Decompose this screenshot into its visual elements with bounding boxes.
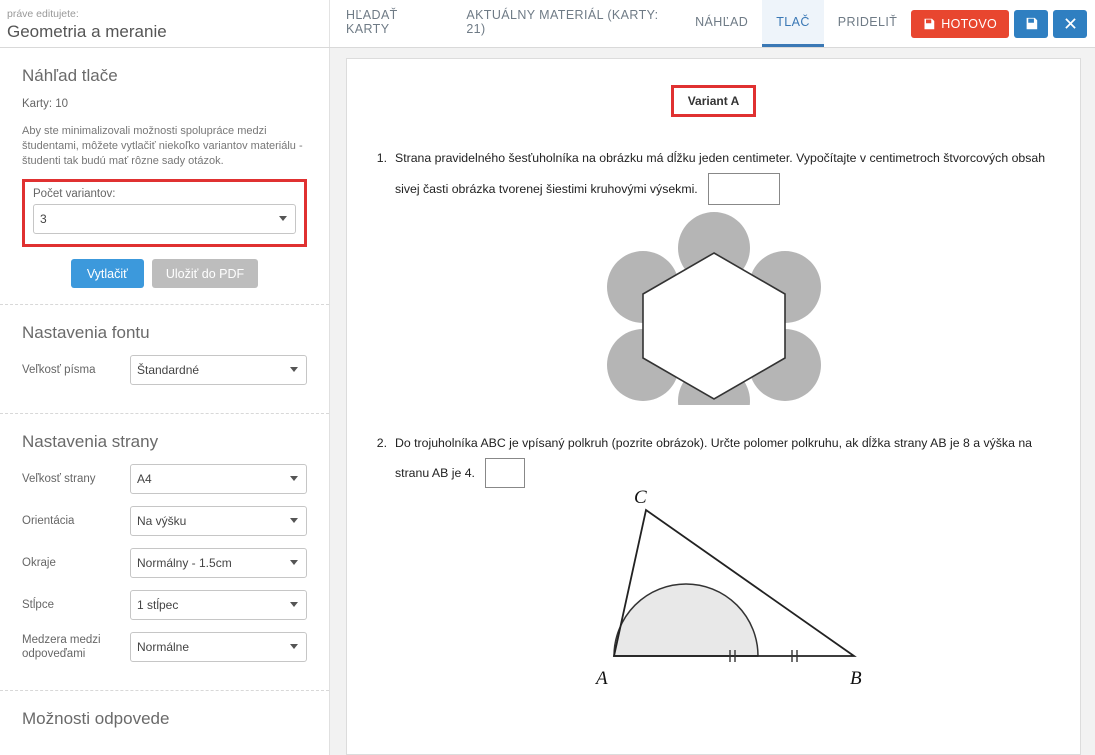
tab-aktualny-material[interactable]: AKTUÁLNY MATERIÁL (KARTY: 21) <box>466 8 659 36</box>
preview-page <box>346 58 1081 755</box>
print-preview-section <box>0 48 329 305</box>
orientation-row <box>22 506 307 536</box>
page-size-select-wrap <box>130 464 307 494</box>
vertex-label-b: B <box>849 668 862 689</box>
top-actions <box>911 0 1095 47</box>
page-settings-heading: Nastavenia strany <box>22 432 159 451</box>
page-settings-section <box>0 414 329 691</box>
print-button[interactable]: Vytlačiť <box>71 259 144 288</box>
answer-spacing-label: Medzera medzi odpoveďami <box>22 634 101 660</box>
page-title: Geometria a meranie <box>7 21 167 41</box>
save-pdf-button[interactable]: Uložiť do PDF <box>152 259 258 288</box>
close-icon <box>1065 18 1076 29</box>
answer-spacing-select[interactable] <box>130 632 307 662</box>
cards-count-label: Karty: 10 <box>22 98 69 110</box>
columns-select-wrap <box>130 590 307 620</box>
tab-pridelit[interactable]: PRIDELIŤ <box>837 15 898 29</box>
floppy-disk-icon <box>1025 17 1038 30</box>
answer-options-heading: Možnosti odpovede <box>22 709 170 728</box>
margins-select-wrap <box>130 548 307 578</box>
close-button[interactable] <box>1053 10 1087 38</box>
vertex-label-a: A <box>595 668 608 689</box>
variant-header <box>371 77 1056 117</box>
columns-row <box>22 590 307 620</box>
tab-tlac[interactable]: TLAČ <box>762 0 824 47</box>
done-button[interactable] <box>911 10 1009 38</box>
floppy-disk-icon <box>923 18 935 30</box>
top-navigation <box>330 0 911 47</box>
columns-select[interactable] <box>130 590 307 620</box>
answer-options-section <box>0 691 329 755</box>
orientation-select-wrap <box>130 506 307 536</box>
print-preview-heading: Náhľad tlače <box>22 66 118 85</box>
tab-nahlad[interactable]: NÁHĽAD <box>695 15 749 29</box>
settings-sidebar <box>0 48 330 755</box>
orientation-select[interactable] <box>130 506 307 536</box>
font-size-row <box>22 355 307 385</box>
variants-select[interactable] <box>33 204 296 234</box>
hexagon-with-six-circle-segments-icon <box>589 205 839 405</box>
question-1 <box>371 143 1056 205</box>
variants-label: Počet variantov: <box>33 188 116 200</box>
page-size-label: Veľkosť strany <box>22 473 96 485</box>
main-body <box>0 48 1095 755</box>
answer-spacing-select-wrap <box>130 632 307 662</box>
question-2-answer-box[interactable] <box>485 458 525 488</box>
orientation-label: Orientácia <box>22 515 75 527</box>
preview-area <box>330 48 1095 755</box>
variants-highlight-box <box>22 179 307 247</box>
question-1-text-line2: sivej časti obrázka tvorenej šiestimi kruhovými výsekmi. <box>395 182 698 196</box>
margins-label: Okraje <box>22 557 56 569</box>
done-button-label: HOTOVO <box>941 16 997 31</box>
question-1-text-line1: Strana pravidelného šesťuholníka na obrázku má dĺžku jeden centimeter. Vypočítajte v centimetroch štvorcových obsah <box>395 151 1046 165</box>
page-size-select[interactable] <box>130 464 307 494</box>
font-settings-section <box>0 305 329 414</box>
page-size-row <box>22 464 307 494</box>
font-size-label: Veľkosť písma <box>22 364 96 376</box>
question-2-text-line1: Do trojuholníka ABC je vpísaný polkruh (pozrite obrázok). Určte polomer polkruhu, ak dĺžka strany AB je 8 a výška na <box>395 436 1033 450</box>
font-size-select-wrap <box>130 355 307 385</box>
vertex-label-c: C <box>633 488 647 508</box>
triangle-with-inscribed-semicircle-icon <box>534 488 894 693</box>
tab-hladat-karty[interactable]: HĽADAŤ KARTY <box>346 8 398 36</box>
answer-spacing-row <box>22 632 307 662</box>
margins-select[interactable] <box>130 548 307 578</box>
question-1-answer-box[interactable] <box>708 173 780 205</box>
editing-label: práve editujete: <box>7 7 79 20</box>
document-title-block <box>0 0 330 47</box>
font-size-select[interactable] <box>130 355 307 385</box>
save-button[interactable] <box>1014 10 1048 38</box>
question-2 <box>371 428 1056 488</box>
variant-badge: Variant A <box>671 85 757 117</box>
variants-description: Aby ste minimalizovali možnosti spolupráce medzi študentami, môžete vytlačiť niekoľko variantov materiálu - študenti tak budú mať rôzne sady otázok. <box>22 125 303 167</box>
top-bar <box>0 0 1095 48</box>
question-2-number: 2. <box>376 436 387 450</box>
font-settings-heading: Nastavenia fontu <box>22 323 150 342</box>
question-1-number: 1. <box>376 151 387 165</box>
question-2-figure <box>371 488 1056 698</box>
margins-row <box>22 548 307 578</box>
variants-select-wrap <box>33 204 296 234</box>
print-actions <box>22 259 307 288</box>
question-1-figure <box>371 205 1056 410</box>
question-2-text-line2: stranu AB je 4. <box>395 466 475 480</box>
columns-label: Stĺpce <box>22 599 54 611</box>
